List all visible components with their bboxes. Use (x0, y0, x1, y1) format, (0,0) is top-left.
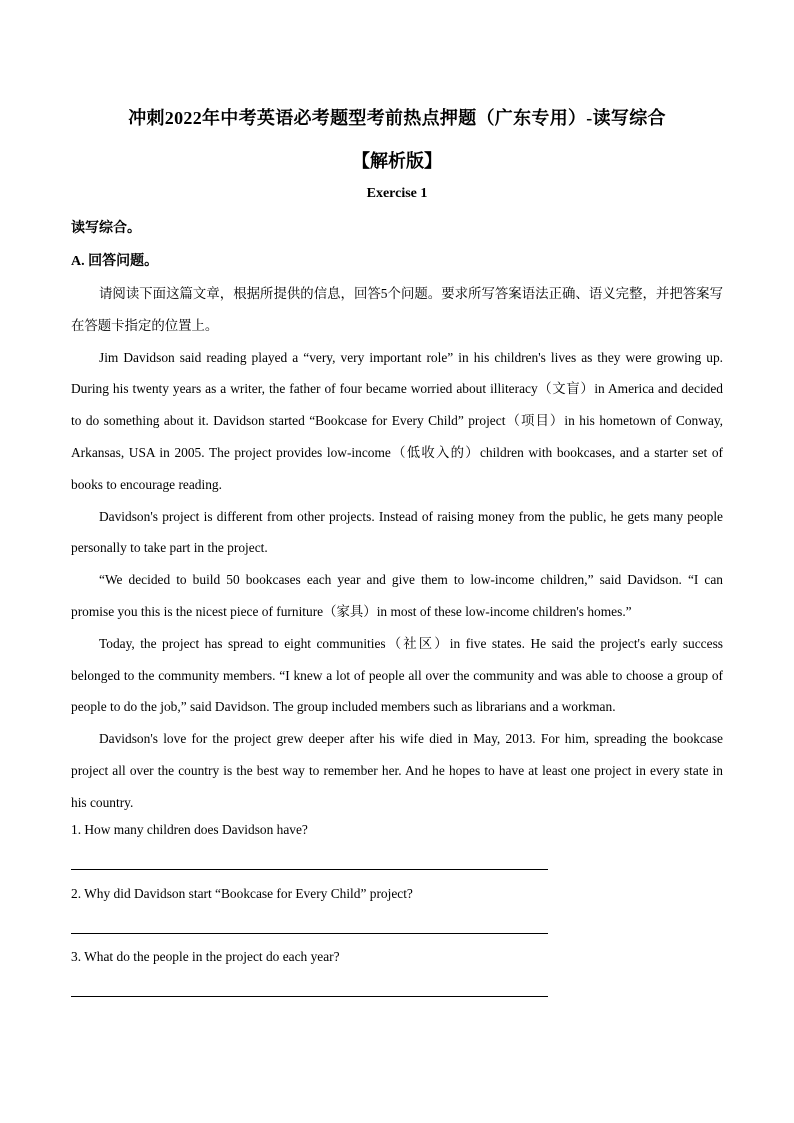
passage-paragraph-3: “We decided to build 50 bookcases each year and give them to low-income children,” said Davidson. “I can promise you this is the nicest piece of furniture（家具）in most of these low-income children's homes.” (71, 572, 723, 619)
question-1: 1. How many children does Davidson have? (71, 822, 308, 837)
question-3: 3. What do the people in the project do each year? (71, 949, 340, 964)
passage (71, 278, 723, 819)
passage-paragraph-5: Davidson's love for the project grew deeper after his wife died in May, 2013. For him, spreading the bookcase project all over the country is the best way to remember her. And he hopes to have at least one project in every state in his country. (71, 731, 723, 810)
answer-line-2[interactable] (71, 933, 548, 934)
passage-paragraph-1: Jim Davidson said reading played a “very, very important role” in his children's lives as they were growing up. During his twenty years as a writer, the father of four became worried about illiteracy（文盲）in America and decided to do something about it. Davidson started “Bookcase for Every Child” project（项目）in his hometown of Conway, Arkansas, USA in 2005. The project provides low-income（低收入的）children with bookcases, and a starter set of books to encourage reading. (71, 349, 723, 492)
answer-line-1[interactable] (71, 869, 548, 870)
document-subtitle: 【解析版】 (352, 151, 442, 171)
answer-line-3[interactable] (71, 996, 548, 997)
question-2: 2. Why did Davidson start “Bookcase for Every Child” project? (71, 886, 413, 901)
passage-paragraph-4: Today, the project has spread to eight communities（社区）in five states. He said the project's early success belonged to the community members. “I knew a lot of people all over the community and was able to choose a group of people to do the job,” said Davidson. The group included members such as librarians and a workman. (71, 635, 723, 715)
part-label: A. 回答问题。 (71, 254, 159, 269)
document-title: 冲刺2022年中考英语必考题型考前热点押题（广东专用）-读写综合 (128, 108, 666, 128)
section-label: 读写综合。 (71, 221, 141, 236)
passage-paragraph-2: Davidson's project is different from other projects. Instead of raising money from the public, he gets many people personally to take part in the project. (71, 508, 723, 556)
exercise-heading: Exercise 1 (366, 186, 428, 201)
instructions-paragraph: 请阅读下面这篇文章，根据所提供的信息，回答5个问题。要求所写答案语法正确、语义完整，并把答案写在答题卡指定的位置上。 (71, 286, 723, 333)
